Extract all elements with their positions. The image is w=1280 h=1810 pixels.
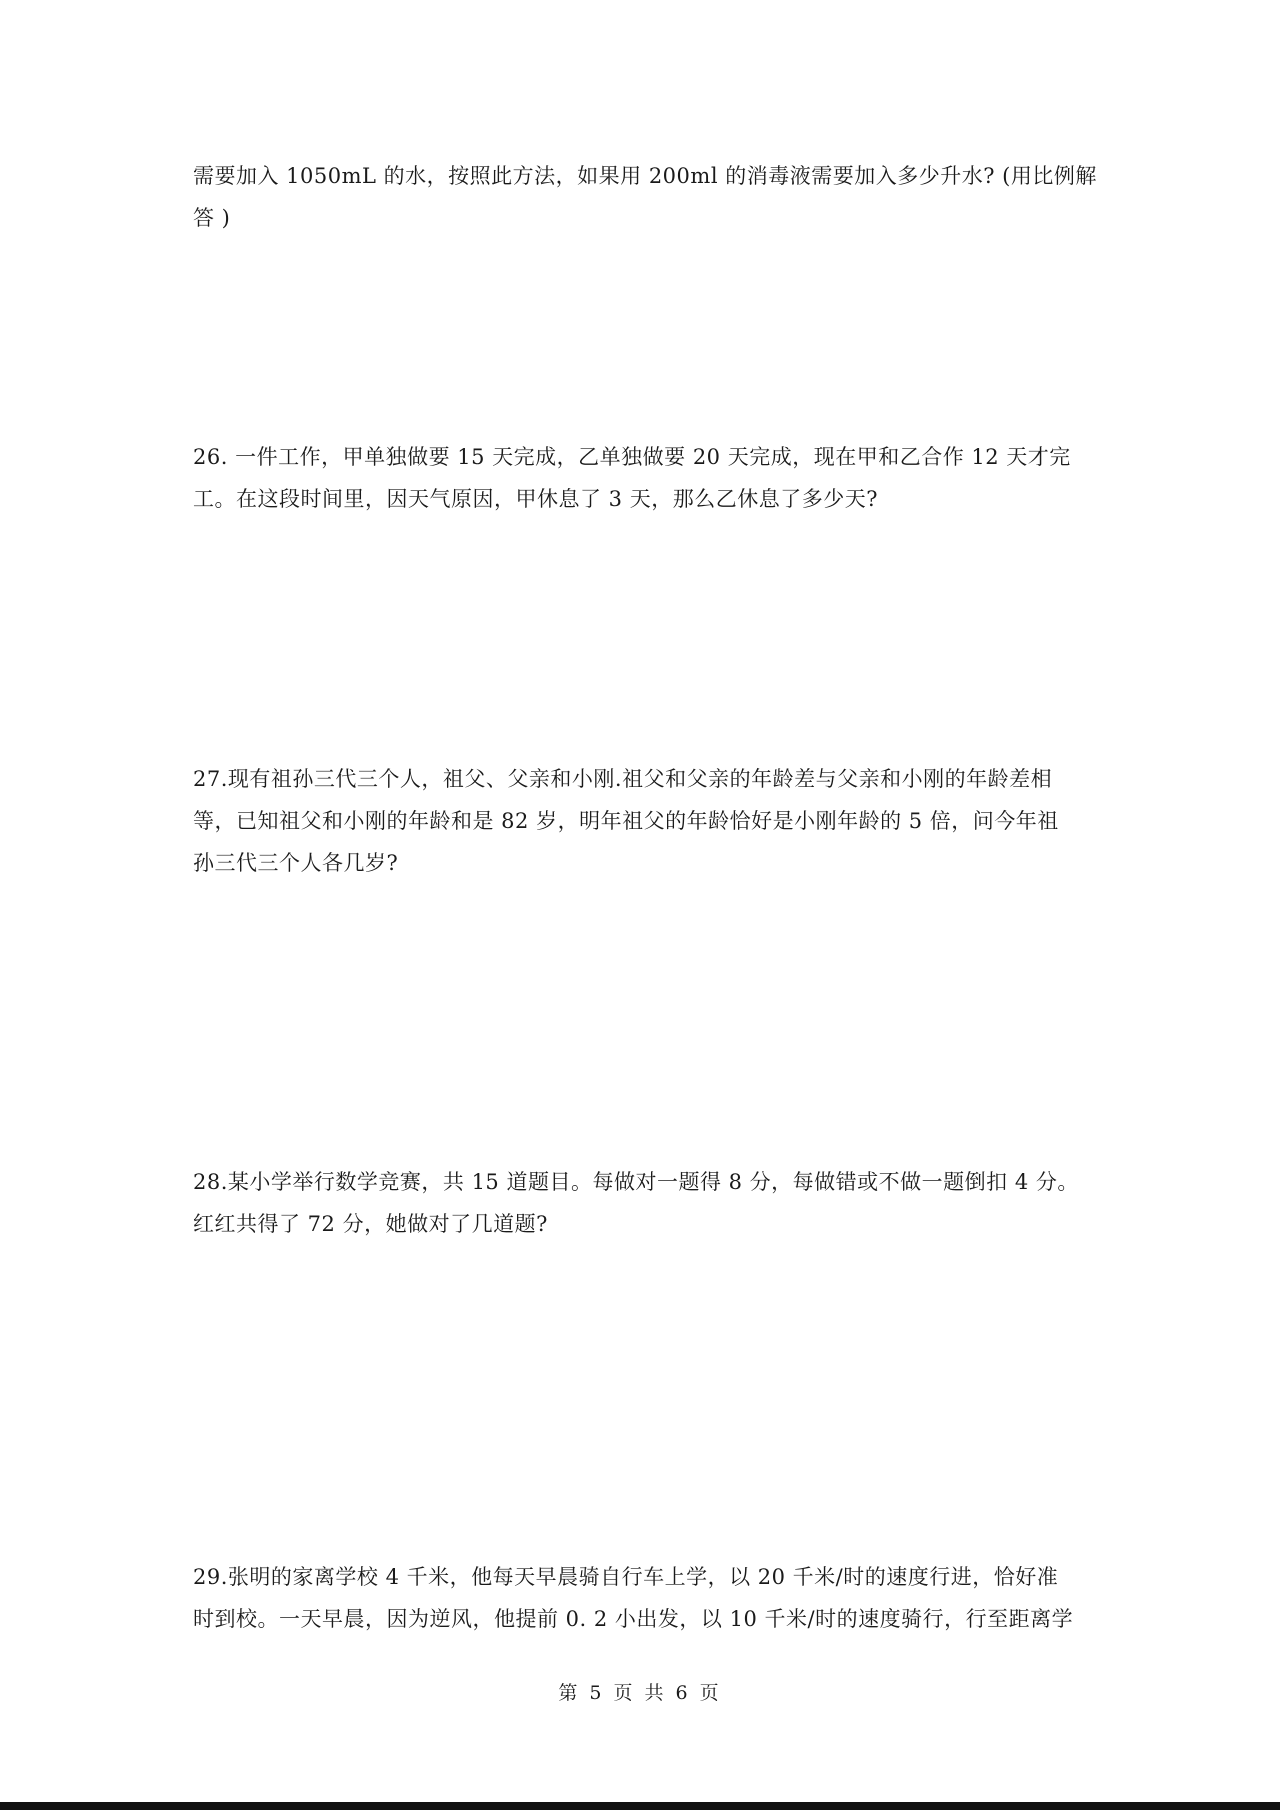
question-text-line: 29.张明的家离学校 4 千米，他每天早晨骑自行车上学，以 20 千米/时的速度行进，恰好准 (193, 1565, 1059, 1589)
question-text-line: 答 ) (193, 206, 231, 230)
question-text-line: 红红共得了 72 分，她做对了几道题? (193, 1212, 548, 1236)
question-25-continuation (193, 155, 1097, 239)
question-text-line: 28.某小学举行数学竞赛，共 15 道题目。每做对一题得 8 分，每做错或不做一题倒扣 4 分。 (193, 1170, 1079, 1194)
page-number-footer: 第 5 页 共 6 页 (558, 1682, 722, 1704)
question-text-line: 时到校。一天早晨，因为逆风，他提前 0. 2 小出发，以 10 千米/时的速度骑行，行至距离学 (193, 1607, 1074, 1631)
question-26 (193, 436, 1093, 520)
question-text-line: 需要加入 1050mL 的水，按照此方法，如果用 200ml 的消毒液需要加入多少升水? (用比例解 (193, 164, 1097, 188)
question-text-line: 工。在这段时间里，因天气原因，甲休息了 3 天，那么乙休息了多少天? (193, 487, 878, 511)
question-text-line: 孙三代三个人各几岁? (193, 851, 399, 875)
page-bottom-edge (0, 1802, 1280, 1810)
question-28 (193, 1161, 1093, 1245)
question-text-line: 26. 一件工作，甲单独做要 15 天完成，乙单独做要 20 天完成，现在甲和乙合作 12 天才完 (193, 445, 1071, 469)
question-27 (193, 758, 1093, 884)
question-text-line: 等，已知祖父和小刚的年龄和是 82 岁，明年祖父的年龄恰好是小刚年龄的 5 倍，问今年祖 (193, 809, 1059, 833)
question-text-line: 27.现有祖孙三代三个人，祖父、父亲和小刚.祖父和父亲的年龄差与父亲和小刚的年龄差相 (193, 767, 1053, 791)
question-29 (193, 1556, 1093, 1640)
